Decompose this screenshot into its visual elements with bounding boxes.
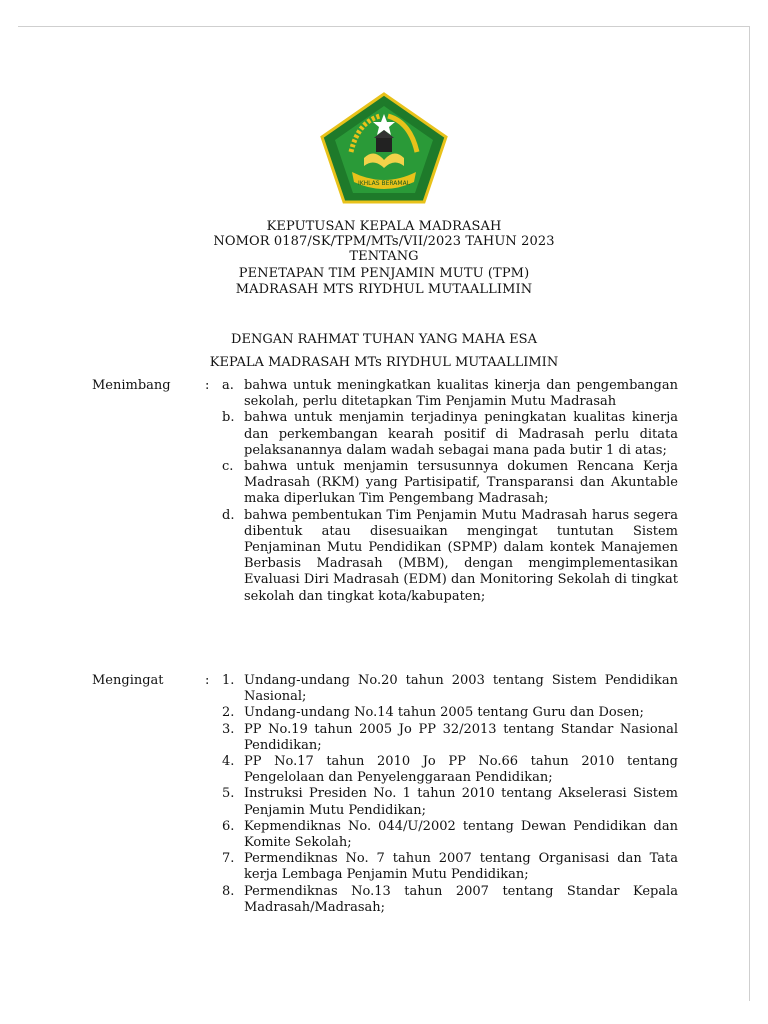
list-item <box>222 754 678 786</box>
opening-head: KEPALA MADRASAH MTs RIYDHUL MUTAALLIMIN <box>209 355 559 370</box>
item-marker: 6. <box>222 818 235 834</box>
item-text: Kepmendiknas No. 044/U/2002 tentang Dewan Pendidikan dan Komite Sekolah; <box>244 818 678 851</box>
list-item <box>222 884 678 916</box>
page-right-border <box>749 26 750 1001</box>
header-number: NOMOR 0187/SK/TPM/MTs/VII/2023 TAHUN 2023 <box>213 234 555 249</box>
item-marker: 8. <box>222 883 235 899</box>
item-marker: 5. <box>222 786 235 802</box>
list-item <box>222 786 678 818</box>
header-school: MADRASAH MTS RIYDHUL MUTAALLIMIN <box>235 282 533 297</box>
item-text: bahwa untuk meningkatkan kualitas kinerja dan pengembangan sekolah, perlu ditetapkan Tim Penjamin Mutu Madrasah <box>244 378 678 410</box>
item-text: Permendiknas No.13 tahun 2007 tentang Standar Kepala Madrasah/Madrasah; <box>244 883 678 915</box>
menimbang-colon: : <box>205 378 210 393</box>
item-text: Undang-undang No.20 tahun 2003 tentang Sistem Pendidikan Nasional; <box>244 673 678 705</box>
list-item <box>222 378 678 410</box>
list-item <box>222 410 678 459</box>
menimbang-label: Menimbang <box>92 378 171 393</box>
kemenag-logo-emblem <box>318 92 450 204</box>
item-text: PP No.17 tahun 2010 Jo PP No.66 tahun 2010 tentang Pengelolaan dan Penyelenggaraan Pendidikan; <box>244 754 678 786</box>
header-title: KEPUTUSAN KEPALA MADRASAH <box>266 219 502 234</box>
item-marker: a. <box>222 378 234 393</box>
mengingat-label: Mengingat <box>92 673 164 688</box>
list-item <box>222 508 678 605</box>
page-top-border <box>18 26 750 27</box>
list-item <box>222 819 678 851</box>
list-item <box>222 673 678 705</box>
header-about: TENTANG <box>349 249 419 264</box>
item-text: bahwa untuk menjamin terjadinya peningkatan kualitas kinerja dan perkembangan kearah positif di Madrasah perlu ditata pelaksanannya dalam wadah sebagai mana pada butir 1 di atas; <box>244 410 678 458</box>
item-marker: c. <box>222 459 234 475</box>
mengingat-colon: : <box>205 673 210 688</box>
item-text: Undang-undang No.14 tahun 2005 tentang Guru dan Dosen; <box>244 705 644 721</box>
list-item <box>222 705 678 721</box>
menimbang-list <box>222 378 678 605</box>
list-item <box>222 851 678 883</box>
header-subject: PENETAPAN TIM PENJAMIN MUTU (TPM) <box>238 266 530 281</box>
item-marker: d. <box>222 507 235 523</box>
item-marker: 2. <box>222 705 235 721</box>
logo-banner-text: IKHLAS BERAMAL <box>357 180 411 187</box>
item-text: bahwa pembentukan Tim Penjamin Mutu Madrasah harus segera dibentuk atau disesuaikan mengingat tuntutan Sistem Penjaminan Mutu Pendidikan (SPMP) dalam kontek Manajemen Berbasis Madrasah (MBM), dengan mengimplementasikan Evaluasi Diri Madrasah (EDM) dan Monitoring Sekolah di tingkat sekolah dan tingkat kota/kabupaten; <box>244 507 678 604</box>
item-marker: 7. <box>222 851 235 867</box>
list-item <box>222 722 678 754</box>
item-text: bahwa untuk menjamin tersusunnya dokumen Rencana Kerja Madrasah (RKM) yang Partisipatif, Transparansi dan Akuntable maka diperlukan Tim Pengembang Madrasah; <box>244 459 678 507</box>
item-text: Permendiknas No. 7 tahun 2007 tentang Organisasi dan Tata kerja Lembaga Penjamin Mutu Pendidikan; <box>244 851 678 883</box>
list-item <box>222 459 678 508</box>
item-marker: b. <box>222 410 235 426</box>
item-text: Instruksi Presiden No. 1 tahun 2010 tentang Akselerasi Sistem Penjamin Mutu Pendidikan; <box>244 786 678 818</box>
item-marker: 4. <box>222 754 235 770</box>
mengingat-list <box>222 673 678 916</box>
item-text: PP No.19 tahun 2005 Jo PP 32/2013 tentang Standar Nasional Pendidikan; <box>244 721 678 753</box>
opening-line: DENGAN RAHMAT TUHAN YANG MAHA ESA <box>231 332 537 347</box>
item-marker: 1. <box>222 673 235 688</box>
item-marker: 3. <box>222 721 235 737</box>
